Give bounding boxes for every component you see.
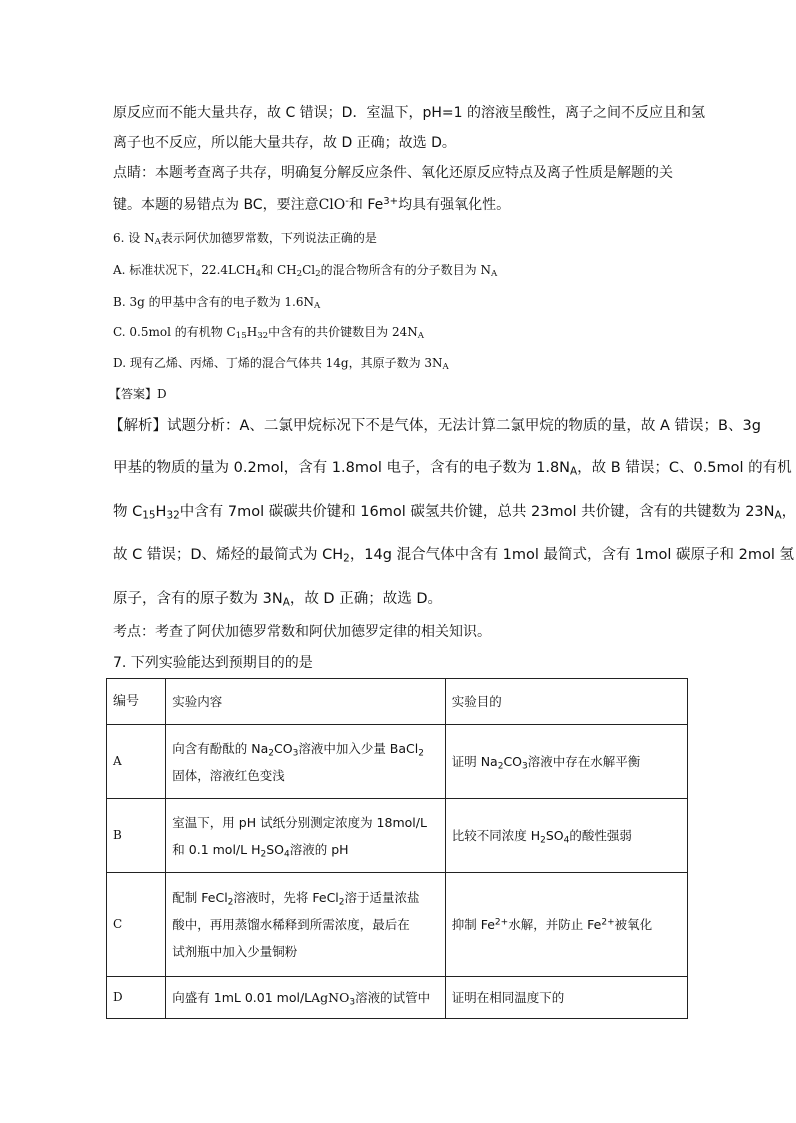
row-purpose: 证明 $Na_2CO_3$溶液中存在水解平衡 xyxy=(445,725,687,799)
paragraph-line-1: 原反应而不能大量共存，故 C 错误；D．室温下，pH=1 的溶液呈酸性，离子之间不反应且和氢 xyxy=(113,105,705,121)
row-id: C xyxy=(107,873,166,977)
hint-line-2: 键。本题的易错点为 BC，要注意ClO-和 $Fe^{3+}$均具有强氧化性。 xyxy=(113,195,511,213)
q6-option-b: B. 3g 的甲基中含有的电子数为 $1.6N_A$ xyxy=(113,295,321,312)
row-id: A xyxy=(107,725,166,799)
q6-analysis-line-1: 【解析】试题分析：A、二氯甲烷标况下不是气体，无法计算二氯甲烷的物质的量，故 A 错误；B、3g xyxy=(109,418,761,434)
header-id: 编号 xyxy=(107,679,166,725)
row-purpose: 抑制 $Fe^{2+}$水解，并防止 $Fe^{2+}$被氧化 xyxy=(445,873,687,977)
row-content: 向盛有 1mL 0.01 mol/LAgNO$_3$溶液的试管中 xyxy=(166,977,445,1019)
hint-line-1: 点睛：本题考查离子共存，明确复分解反应条件、氧化还原反应特点及离子性质是解题的关 xyxy=(113,165,673,181)
row-purpose: 比较不同浓度 $H_2SO_4$的酸性强弱 xyxy=(445,799,687,873)
q6-option-a: A. 标准状况下，$22.4LCH_4$和 $CH_2Cl_2$的混合物所含有的分子数目为 $N_A$ xyxy=(113,263,498,280)
table-row xyxy=(107,725,688,799)
q6-analysis-line-4: 故 C 错误；D、烯烃的最简式为 $CH_2$，14g 混合气体中含有 1mol 最简式，含有 1mol 碳原子和 2mol 氢 xyxy=(113,547,794,565)
row-id: B xyxy=(107,799,166,873)
q6-analysis-line-2: 甲基的物质的量为 0.2mol，含有 1.8mol 电子，含有的电子数为 $1.8N_A$，故 B 错误；C、0.5mol 的有机 xyxy=(113,460,792,478)
table-row xyxy=(107,799,688,873)
header-purpose: 实验目的 xyxy=(445,679,687,725)
question-6-stem: 6. 设 $N_A$表示阿伏加德罗常数，下列说法正确的是 xyxy=(113,231,377,248)
q6-analysis-line-5: 原子，含有的原子数为 $3N_A$，故 D 正确；故选 D。 xyxy=(113,591,442,609)
table-row xyxy=(107,873,688,977)
table-header-row xyxy=(107,679,688,725)
q6-option-c: C. 0.5mol 的有机物 $C_{15}H_{32}$中含有的共价键数目为 $24N_A$ xyxy=(113,325,424,342)
row-content: 向含有酚酞的 $Na_2CO_3$溶液中加入少量 BaCl$_2$ 固体，溶液红色变浅 xyxy=(166,725,445,799)
experiment-table xyxy=(106,678,688,1019)
header-content: 实验内容 xyxy=(166,679,445,725)
q6-kaodian: 考点：考查了阿伏加德罗常数和阿伏加德罗定律的相关知识。 xyxy=(113,624,491,640)
table-row xyxy=(107,977,688,1019)
row-id: D xyxy=(107,977,166,1019)
q6-analysis-line-3: 物 $C_{15}H_{32}$中含有 7mol 碳碳共价键和 16mol 碳氢共价键，总共 23mol 共价键，含有的共键数为 $23N_A$， xyxy=(113,504,796,522)
row-content: 配制 FeCl$_2$溶液时，先将 FeCl$_2$溶于适量浓盐 酸中，再用蒸馏水稀释到所需浓度，最后在 试剂瓶中加入少量铜粉 xyxy=(166,873,445,977)
row-purpose: 证明在相同温度下的 xyxy=(445,977,687,1019)
q6-answer: 【答案】D xyxy=(109,387,167,401)
question-7-stem: 7. 下列实验能达到预期目的的是 xyxy=(113,655,313,671)
q6-option-d: D. 现有乙烯、丙烯、丁烯的混合气体共 14g，其原子数为 $3N_A$ xyxy=(113,356,449,373)
row-content: 室温下，用 pH 试纸分别测定浓度为 18mol/L 和 0.1 mol/L $H_2SO_4$溶液的 pH xyxy=(166,799,445,873)
paragraph-line-2: 离子也不反应，所以能大量共存，故 D 正确；故选 D。 xyxy=(113,135,456,151)
